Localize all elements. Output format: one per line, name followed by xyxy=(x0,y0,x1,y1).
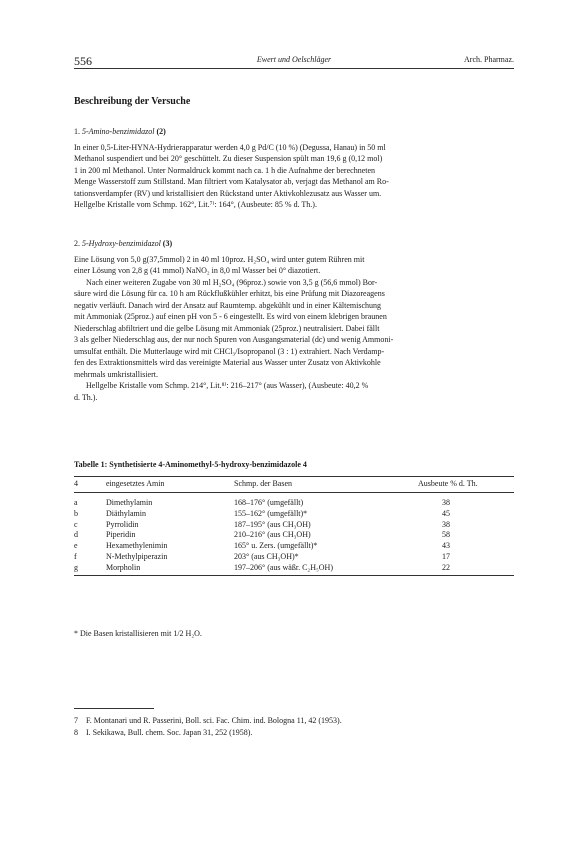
table-row: d Piperidin 210–216° (aus CH₃OH) 58 xyxy=(74,530,450,540)
experiment-2-line: einer Lösung von 2,8 g (41 mmol) NaNO₂ in 8,0 ml Wasser bei 0° diazotiert. xyxy=(74,266,321,275)
experiment-2-line: fen des Extraktionsmittels wird das vereinigte Material aus Wasser unter Zusatz von Aktivkohle xyxy=(74,358,381,367)
experiment-1 xyxy=(74,126,514,211)
table-row: e Hexamethylenimin 165° u. Zers. (umgefällt)* 43 xyxy=(74,541,450,551)
experiment-1-line: tationsverdampfer (RV) und kristallisiert den Rückstand unter Aktivkohlezusatz aus Wasser um. xyxy=(74,188,382,198)
table-row: c Pyrrolidin 187–195° (aus CH₃OH) 38 xyxy=(74,519,450,529)
results-table xyxy=(74,476,514,576)
experiment-2-line: säure wird die Lösung für ca. 10 h am Rückflußkühler erhitzt, bis eine Prüfung mit Diazoreagens xyxy=(74,289,385,298)
table-row: g Morpholin 197–206° (aus wäßr. C₂H₅OH) 22 xyxy=(74,562,450,572)
table-row: b Diäthylamin 155–162° (umgefällt)* 45 xyxy=(74,508,450,518)
page-number: 556 xyxy=(74,54,92,68)
running-header xyxy=(74,54,514,68)
experiment-2-line: 3 als gelber Niederschlag aus, der nur noch Spuren von Ausgangsmaterial (dc) und wenig Ammoni- xyxy=(74,335,394,344)
experiment-2-line: negativ verläuft. Danach wird der Ansatz auf Raumtemp. abgekühlt und in einer Kältemischung xyxy=(74,300,382,310)
footnote: 7 F. Montanari und R. Passerini, Boll. sci. Fac. Chim. ind. Bologna 11, 42 (1953). xyxy=(74,716,342,725)
experiment-1-line: Menge Wasserstoff zum Stillstand. Man filtriert vom Katalysator ab, verjagt das Methanol am Ro- xyxy=(74,177,389,186)
experiment-1-line: Hellgelbe Kristalle vom Schmp. 162°, Lit.⁷⁾: 164°, (Ausbeute: 85 % d. Th.). xyxy=(74,200,317,209)
table-footnote: * Die Basen kristallisieren mit 1/2 H₂O. xyxy=(74,629,202,638)
experiment-2 xyxy=(74,238,514,403)
experiment-2-line: Hellgelbe Kristalle vom Schmp. 214°, Lit.⁸⁾: 216–217° (aus Wasser), (Ausbeute: 40,2 % xyxy=(86,381,369,390)
experiment-1-line: In einer 0,5-Liter-HYNA-Hydrierapparatur werden 4,0 g Pd/C (10 %) (Degussa, Hanau) in 50 ml xyxy=(74,142,386,152)
table-header-cell: 4 xyxy=(74,479,78,488)
table-header-cell: Ausbeute % d. Th. xyxy=(418,479,478,488)
running-authors: Ewert und Oelschläger xyxy=(256,55,332,64)
table-header-cell: eingesetztes Amin xyxy=(106,479,165,488)
experiment-1-line: Methanol suspendiert und bei 20° geschüttelt. Zu dieser Suspension spült man 19,6 g (0,12 mol) xyxy=(74,154,383,163)
experiment-2-line: mehrmals umkristallisiert. xyxy=(74,369,158,379)
experiment-2-line: mit Ammoniak (25proz.) auf einen pH von 5 - 6 eingestellt. Es wird von einem klebrigen braunen xyxy=(74,312,387,321)
experiment-2-title: 2. 5-Hydroxy-benzimidazol (3) xyxy=(74,239,173,248)
section-title: Beschreibung der Versuche xyxy=(74,96,191,107)
experiment-2-line: Nach einer weiteren Zugabe von 30 ml H₂SO₄ (96proz.) sowie von 3,5 g (56,6 mmol) Bor- xyxy=(86,277,378,287)
table-row: f N-Methylpiperazin 203° (aus CH₃OH)* 17 xyxy=(74,551,450,561)
table-caption: Tabelle 1: Synthetisierte 4-Aminomethyl-5-hydroxy-benzimidazole 4 xyxy=(74,460,307,469)
header-rule xyxy=(74,68,514,69)
table-bottom-rule xyxy=(74,575,514,576)
table-row: a Dimethylamin 168–176° (umgefällt) 38 xyxy=(74,498,450,507)
table-header-row xyxy=(74,477,514,492)
experiment-2-line: d. Th.). xyxy=(74,392,98,402)
experiment-1-title: 1. 5-Amino-benzimidazol (2) xyxy=(74,127,166,136)
experiment-1-line: 1 in 200 ml Methanol. Unter Normaldruck kommt nach ca. 1 h die Aufnahme der berechneten xyxy=(74,165,376,175)
journal-name: Arch. Pharmaz. xyxy=(464,55,514,64)
footnote-rule xyxy=(74,708,154,709)
experiment-2-line: umsulfat enthält. Die Mutterlauge wird mit CHCl₃/Isopropanol (3 : 1) extrahiert. Nach Verdamp- xyxy=(74,346,385,356)
experiment-2-line: Eine Lösung von 5,0 g(37,5mmol) 2 in 40 ml 10proz. H₂SO₄ wird unter gutem Rühren mit xyxy=(74,254,365,264)
table-header-cell: Schmp. der Basen xyxy=(234,479,292,488)
experiment-2-line: Niederschlag abfiltriert und die gelbe Lösung mit Ammoniak (25proz.) neutralisiert. Dabei fällt xyxy=(74,323,380,333)
footnote: 8 I. Sekikawa, Bull. chem. Soc. Japan 31, 252 (1958). xyxy=(74,728,253,737)
